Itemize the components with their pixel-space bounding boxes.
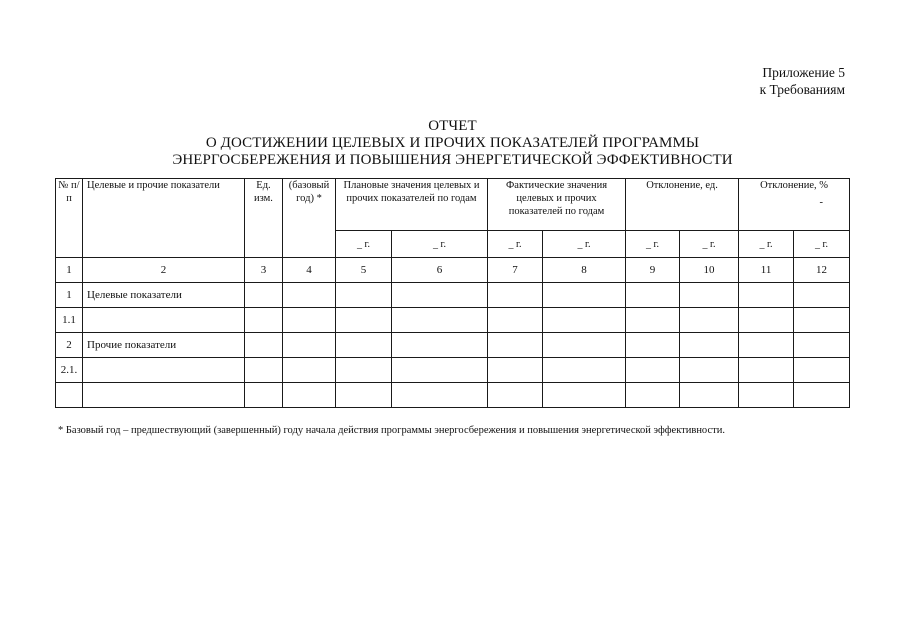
header-unit: Ед. изм. — [245, 179, 283, 258]
header-deviation-percent-mark: - — [819, 197, 824, 208]
title-line-2: О ДОСТИЖЕНИИ ЦЕЛЕВЫХ И ПРОЧИХ ПОКАЗАТЕЛЕЙ ПРОГРАММЫ — [205, 135, 700, 151]
value-cell — [794, 383, 850, 408]
value-cell — [245, 308, 283, 333]
header-base-year: (базовый год) * — [283, 179, 336, 258]
row-label — [83, 308, 245, 333]
value-cell — [739, 358, 794, 383]
column-number: 12 — [794, 258, 850, 283]
column-number: 1 — [56, 258, 83, 283]
value-cell — [739, 283, 794, 308]
value-cell — [392, 358, 488, 383]
value-cell — [794, 358, 850, 383]
value-cell — [392, 333, 488, 358]
value-cell — [680, 283, 739, 308]
column-number: 4 — [283, 258, 336, 283]
value-cell — [283, 333, 336, 358]
column-number: 11 — [739, 258, 794, 283]
year-cell: _ г. — [626, 231, 680, 258]
value-cell — [245, 333, 283, 358]
value-cell — [336, 333, 392, 358]
value-cell — [739, 308, 794, 333]
value-cell — [283, 283, 336, 308]
value-cell — [392, 308, 488, 333]
value-cell — [543, 283, 626, 308]
value-cell — [336, 283, 392, 308]
value-cell — [336, 308, 392, 333]
value-cell — [488, 358, 543, 383]
year-cell: _ г. — [336, 231, 392, 258]
row-num — [56, 383, 83, 408]
row-num: 2.1. — [56, 358, 83, 383]
table-row — [56, 308, 850, 333]
value-cell — [336, 358, 392, 383]
value-cell — [336, 383, 392, 408]
year-cell: _ г. — [392, 231, 488, 258]
year-cell: _ г. — [543, 231, 626, 258]
value-cell — [488, 333, 543, 358]
value-cell — [488, 283, 543, 308]
value-cell — [739, 383, 794, 408]
row-label — [83, 383, 245, 408]
year-cell: _ г. — [680, 231, 739, 258]
value-cell — [245, 358, 283, 383]
value-cell — [626, 333, 680, 358]
column-number: 9 — [626, 258, 680, 283]
value-cell — [392, 383, 488, 408]
value-cell — [283, 383, 336, 408]
column-number: 8 — [543, 258, 626, 283]
value-cell — [283, 308, 336, 333]
header-planned: Плановые значения целевых и прочих показателей по годам — [336, 179, 488, 231]
header-indicators: Целевые и прочие показатели — [83, 179, 245, 258]
column-number: 6 — [392, 258, 488, 283]
value-cell — [680, 308, 739, 333]
column-number: 5 — [336, 258, 392, 283]
value-cell — [245, 283, 283, 308]
title-line-1: ОТЧЕТ — [428, 118, 477, 134]
row-label: Прочие показатели — [83, 333, 245, 358]
value-cell — [543, 383, 626, 408]
table-row — [56, 283, 850, 308]
header-deviation-units: Отклонение, ед. — [626, 179, 739, 231]
table-row — [56, 333, 850, 358]
report-title — [0, 118, 905, 169]
column-number-row — [56, 258, 850, 283]
value-cell — [680, 358, 739, 383]
column-number: 3 — [245, 258, 283, 283]
value-cell — [626, 283, 680, 308]
appendix-number: Приложение 5 — [762, 65, 845, 80]
value-cell — [794, 308, 850, 333]
year-cell: _ г. — [739, 231, 794, 258]
table-row — [56, 383, 850, 408]
value-cell — [543, 308, 626, 333]
value-cell — [245, 383, 283, 408]
value-cell — [794, 333, 850, 358]
year-cell: _ г. — [794, 231, 850, 258]
value-cell — [392, 283, 488, 308]
value-cell — [626, 308, 680, 333]
year-cell: _ г. — [488, 231, 543, 258]
row-label: Целевые показатели — [83, 283, 245, 308]
value-cell — [626, 383, 680, 408]
value-cell — [488, 383, 543, 408]
header-deviation-percent — [739, 179, 850, 231]
row-label — [83, 358, 245, 383]
value-cell — [626, 358, 680, 383]
value-cell — [488, 308, 543, 333]
column-number: 2 — [83, 258, 245, 283]
header-num: № п/п — [56, 179, 83, 258]
base-year-footnote: * Базовый год – предшествующий (завершенный) году начала действия программы энергосбережения и повышения энергетической эффективности. — [58, 425, 725, 436]
header-row — [56, 179, 850, 231]
appendix-reference — [760, 64, 845, 98]
header-actual: Фактические значения целевых и прочих показателей по годам — [488, 179, 626, 231]
value-cell — [794, 283, 850, 308]
column-number: 10 — [680, 258, 739, 283]
column-number: 7 — [488, 258, 543, 283]
value-cell — [283, 358, 336, 383]
row-num: 1.1 — [56, 308, 83, 333]
value-cell — [680, 333, 739, 358]
value-cell — [680, 383, 739, 408]
row-num: 1 — [56, 283, 83, 308]
title-line-3: ЭНЕРГОСБЕРЕЖЕНИЯ И ПОВЫШЕНИЯ ЭНЕРГЕТИЧЕСКОЙ ЭФФЕКТИВНОСТИ — [172, 152, 733, 168]
table-row — [56, 358, 850, 383]
report-table — [55, 178, 850, 408]
row-num: 2 — [56, 333, 83, 358]
appendix-requirements: к Требованиям — [759, 82, 845, 97]
header-deviation-percent-label: Отклонение, % — [760, 180, 828, 191]
value-cell — [543, 333, 626, 358]
value-cell — [739, 333, 794, 358]
value-cell — [543, 358, 626, 383]
